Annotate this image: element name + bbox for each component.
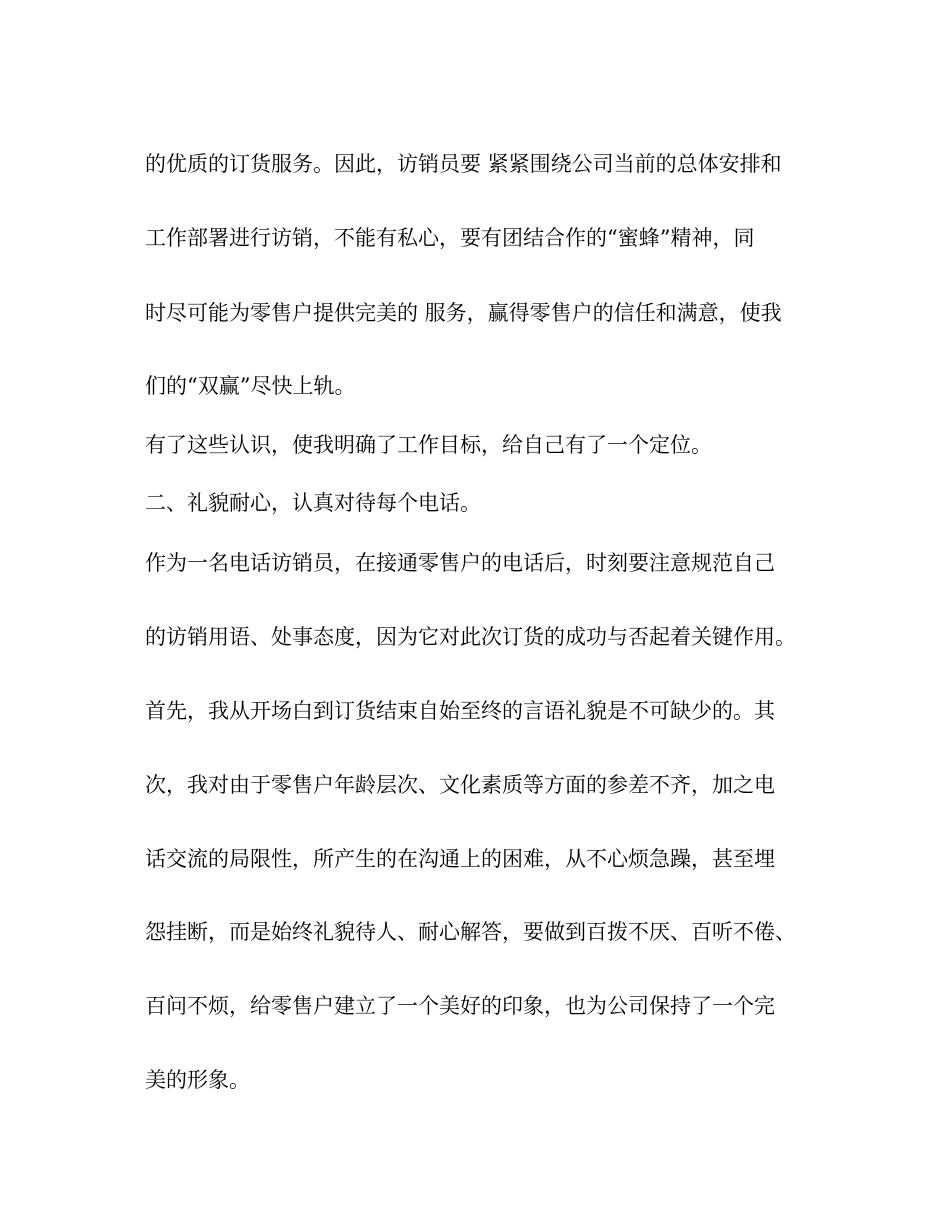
text-line: 时尽可能为零售户提供完美的 服务，赢得零售户的信任和满意，使我	[145, 301, 782, 325]
text-line: 次，我对由于零售户年龄层次、文化素质等方面的参差不齐，加之电	[145, 773, 775, 797]
text-line: 百问不烦，给零售户建立了一个美好的印象，也为公司保持了一个完	[145, 994, 775, 1018]
text-line: 有了这些认识，使我明确了工作目标，给自己有了一个定位。	[145, 433, 712, 457]
text-line: 们的“双赢”尽快上轨。	[145, 374, 356, 398]
text-line: 作为一名电话访销员，在接通零售户的电话后，时刻要注意规范自己	[145, 551, 775, 575]
text-line: 首先，我从开场白到订货结束自始至终的言语礼貌是不可缺少的。其	[145, 699, 775, 723]
section-heading: 二、礼貌耐心，认真对待每个电话。	[145, 491, 481, 515]
text-line: 话交流的局限性，所产生的在沟通上的困难，从不心烦急躁，甚至埋	[145, 847, 775, 871]
text-line: 的优质的订货服务。因此，访销员要 紧紧围绕公司当前的总体安排和	[145, 152, 782, 176]
text-line: 美的形象。	[145, 1068, 250, 1092]
text-line: 工作部署进行访销，不能有私心，要有团结合作的“蜜蜂”精神，同	[145, 226, 755, 250]
text-line: 的访销用语、处事态度，因为它对此次订货的成功与否起着关键作用。	[145, 625, 796, 649]
text-line: 怨挂断，而是始终礼貌待人、耐心解答，要做到百拨不厌、百听不倦、	[145, 920, 796, 944]
